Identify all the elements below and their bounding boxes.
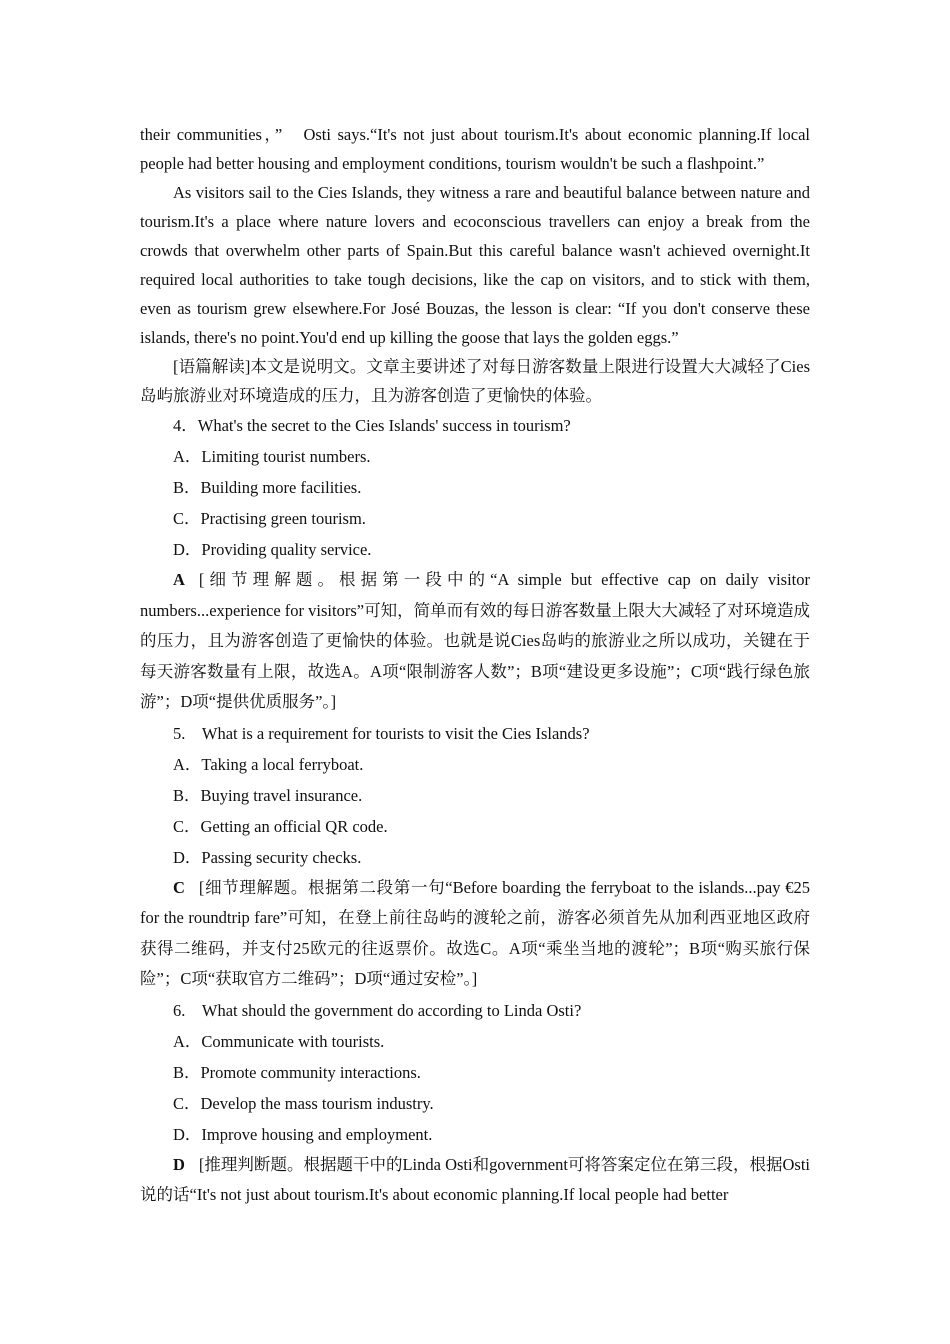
option-d: D．Providing quality service. — [173, 540, 372, 559]
option-a: A．Communicate with tourists. — [173, 1031, 385, 1051]
passage-paragraph: As visitors sail to the Cies Islands, they witness a rare and beautiful balance between nature and tourism.It's a place where nature lovers and ecoconscious travellers can enjoy a break from the crowds that overwhelm other parts of Spain.But this careful balance wasn't achieved overnight.It required local authorities to take tough decisions, like the cap on visitors, and to stick with them, even as tourism grew elsewhere.For José Bouzas, the lesson is clear: “If you don't conserve these islands, there's no point.You'd end up killing the goose that lays the golden eggs.” — [140, 183, 810, 347]
answer-letter: D — [173, 1154, 185, 1174]
option-c: C．Develop the mass tourism industry. — [173, 1093, 434, 1113]
question-stem: 5. What is a requirement for tourists to visit the Cies Islands? — [173, 723, 590, 743]
question-stem: 6. What should the government do according to Linda Osti? — [173, 1000, 582, 1020]
answer-analysis — [140, 1150, 810, 1211]
option-d: D．Improve housing and employment. — [173, 1124, 433, 1144]
option-c: C．Getting an official QR code. — [173, 816, 388, 836]
option-c: C．Practising green tourism. — [173, 509, 366, 528]
answer-analysis — [140, 873, 810, 995]
page-content — [140, 120, 810, 1211]
analysis-text: [推理判断题。根据题干中的Linda Osti和government可将答案定位在第三段，根据Osti说的话“It's not just about tourism.It's about economic planning.If local people had better — [140, 1154, 810, 1204]
option-b: B．Building more facilities. — [173, 478, 362, 497]
answer-analysis — [140, 565, 810, 718]
passage-summary: [语篇解读]本文是说明文。文章主要讲述了对每日游客数量上限进行设置大大减轻了Cies岛屿旅游业对环境造成的压力，且为游客创造了更愉快的体验。 — [140, 357, 810, 405]
passage-paragraph: their communities，” Osti says.“It's not just about tourism.It's about economic planning.If local people had better housing and employment conditions, tourism wouldn't be such a flashpoint.” — [140, 125, 810, 173]
option-b: B．Promote community interactions. — [173, 1062, 421, 1082]
option-a: A．Limiting tourist numbers. — [173, 447, 371, 466]
answer-letter: C — [173, 877, 185, 897]
analysis-text: [细节理解题。根据第一段中的“A simple but effective cap on daily visitor numbers...experience for visitors”可知，简单而有效的每日游客数量上限大大减轻了对环境造成的压力，且为游客创造了更愉快的体验。也就是说Cies岛屿的旅游业之所以成功，关键在于每天游客数量有上限，故选A。A项“限制游客人数”；B项“建设更多设施”；C项“践行绿色旅游”；D项“提供优质服务”。] — [140, 570, 810, 711]
option-d: D．Passing security checks. — [173, 847, 362, 867]
option-b: B．Buying travel insurance. — [173, 785, 363, 805]
analysis-text: [细节理解题。根据第二段第一句“Before boarding the ferryboat to the islands...pay €25 for the roundtrip fare”可知，在登上前往岛屿的渡轮之前，游客必须首先从加利西亚地区政府获得二维码，并支付25欧元的往返票价。故选C。A项“乘坐当地的渡轮”；B项“购买旅行保险”；C项“获取官方二维码”；D项“通过安检”。] — [140, 877, 810, 988]
option-a: A．Taking a local ferryboat. — [173, 754, 364, 774]
question-stem: 4．What's the secret to the Cies Islands' success in tourism? — [173, 416, 571, 435]
answer-letter: A — [173, 570, 185, 589]
